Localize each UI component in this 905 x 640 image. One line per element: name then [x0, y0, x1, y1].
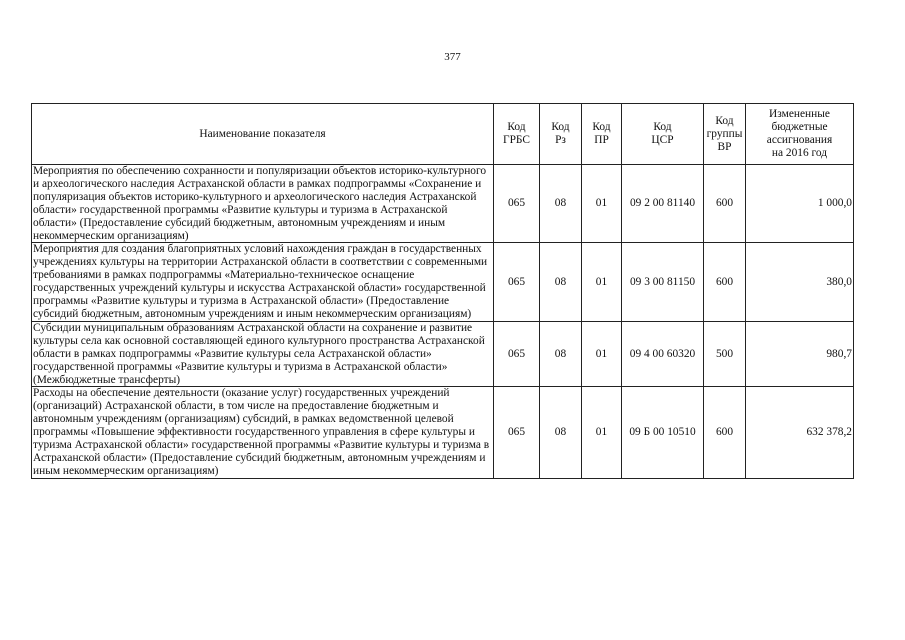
row-rz-cell: 08	[540, 387, 582, 478]
header-label: Код группы ВР	[706, 114, 743, 153]
row-csr-cell: 09 Б 00 10510	[622, 387, 704, 478]
table-row	[32, 165, 854, 243]
row-pr-cell: 01	[582, 243, 622, 321]
row-vr-cell: 500	[704, 321, 746, 387]
header-name	[32, 104, 494, 165]
table-header-row	[32, 104, 854, 165]
header-label: Код ПР	[592, 121, 611, 146]
row-rz-cell: 08	[540, 243, 582, 321]
header-label: Код ГРБС	[503, 121, 530, 146]
header-label: Код ЦСР	[651, 121, 674, 146]
header-rz	[540, 104, 582, 165]
table-row	[32, 321, 854, 387]
row-amount-cell: 380,0	[746, 243, 854, 321]
row-name-cell: Расходы на обеспечение деятельности (оказание услуг) государственных учреждений (организаций) Астраханской области, в том числе на предоставление бюджетным и автономным учреждениям (организациям) субсидий, в рамках ведомственной целевой программы «Повышение эффективности государственного управления в сфере культуры и туризма Астраханской области» государственной программы «Развитие культуры и туризма в Астраханской области» (Предоставление субсидий бюджетным, автономным учреждениям и иным некоммерческим организациям)	[32, 387, 494, 478]
header-csr	[622, 104, 704, 165]
row-grbs-cell: 065	[494, 165, 540, 243]
header-label: Наименование показателя	[199, 127, 326, 140]
header-pr	[582, 104, 622, 165]
row-csr-cell: 09 2 00 81140	[622, 165, 704, 243]
row-vr-cell: 600	[704, 243, 746, 321]
header-vr	[704, 104, 746, 165]
row-amount-cell: 632 378,2	[746, 387, 854, 478]
row-vr-cell: 600	[704, 165, 746, 243]
row-grbs-cell: 065	[494, 243, 540, 321]
row-grbs-cell: 065	[494, 387, 540, 478]
row-vr-cell: 600	[704, 387, 746, 478]
row-pr-cell: 01	[582, 387, 622, 478]
budget-table	[31, 103, 854, 479]
header-amount	[746, 104, 854, 165]
row-name-cell: Субсидии муниципальным образованиям Астраханской области на сохранение и развитие культуры села как основной составляющей единого культурного пространства Астраханской области в рамках подпрограммы «Развитие культуры села Астраханской области» государственной программы «Развитие культуры и туризма в Астраханской области» (Межбюджетные трансферты)	[32, 321, 494, 387]
page-number: 377	[444, 51, 461, 63]
row-csr-cell: 09 3 00 81150	[622, 243, 704, 321]
row-amount-cell: 980,7	[746, 321, 854, 387]
row-csr-cell: 09 4 00 60320	[622, 321, 704, 387]
row-pr-cell: 01	[582, 321, 622, 387]
row-name-cell: Мероприятия для создания благоприятных условий нахождения граждан в государственных учреждениях культуры на территории Астраханской области в соответствии с современными требованиями в рамках подпрограммы «Материально-техническое оснащение государственных учреждений культуры и искусства Астраханской области» государственной программы «Развитие культуры и туризма в Астраханской области» (Предоставление субсидий бюджетным, автономным учреждениям и иным некоммерческим организациям)	[32, 243, 494, 321]
header-label: Код Рз	[551, 121, 570, 146]
row-amount-cell: 1 000,0	[746, 165, 854, 243]
table-row	[32, 387, 854, 478]
row-pr-cell: 01	[582, 165, 622, 243]
row-grbs-cell: 065	[494, 321, 540, 387]
header-grbs	[494, 104, 540, 165]
header-label: Измененные бюджетные ассигнования на 2016 год	[766, 108, 833, 159]
table-row	[32, 243, 854, 321]
row-rz-cell: 08	[540, 321, 582, 387]
row-rz-cell: 08	[540, 165, 582, 243]
row-name-cell: Мероприятия по обеспечению сохранности и популяризации объектов историко-культурного и археологического наследия Астраханской области в рамках подпрограммы «Сохранение и популяризация объектов историко-культурного и археологического наследия Астраханской области» государственной программы «Развитие культуры и туризма в Астраханской области» (Предоставление субсидий бюджетным, автономным учреждениям и иным некоммерческим организациям)	[32, 165, 494, 243]
